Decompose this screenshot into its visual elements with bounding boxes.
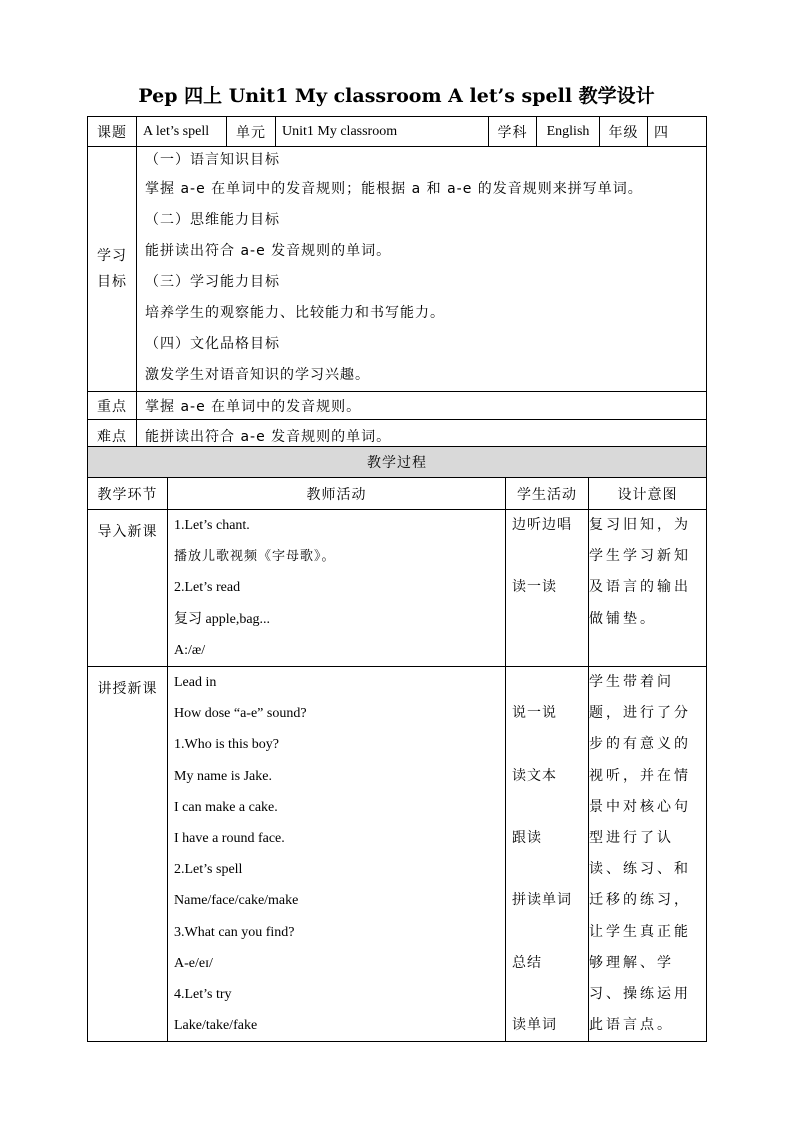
grade-label: 年级 (600, 117, 648, 147)
subject-value: English (537, 117, 600, 147)
teacher-line: Lead in (174, 675, 217, 690)
student-line: 边听边唱 (512, 517, 572, 533)
objective-heading: （一）语言知识目标 (145, 152, 280, 168)
design-intent-cell: 复习旧知，为学生学习新知及语言的输出做铺垫。 (589, 510, 707, 667)
student-line (506, 792, 588, 823)
teacher-line: I have a round face. (174, 830, 285, 846)
teacher-line: 播放儿歌视频《字母歌》。 (174, 549, 336, 565)
column-header-stage: 教学环节 (88, 478, 168, 510)
topic-value: A let’s spell (137, 117, 227, 147)
difficulty-value: 能拼读出符合 a-e 发音规则的单词。 (137, 420, 707, 452)
difficulty-label: 难点 (88, 420, 137, 452)
student-line (506, 917, 588, 948)
column-header-intent: 设计意图 (589, 478, 707, 510)
teacher-line: 复习 apple,bag... (174, 611, 271, 627)
teacher-line: Name/face/cake/make (174, 893, 299, 909)
student-line (506, 604, 588, 635)
objective-heading: （四）文化品格目标 (145, 336, 280, 352)
teacher-line: A:/æ/ (174, 642, 206, 658)
student-line: 读文本 (512, 767, 557, 784)
student-line: 说一说 (512, 705, 557, 722)
teaching-process-table (87, 446, 707, 1042)
teacher-line: 2.Let’s read (174, 580, 241, 596)
unit-value: Unit1 My classroom (276, 117, 489, 147)
student-line (506, 854, 588, 885)
topic-label: 课题 (88, 117, 137, 147)
objectives-label-line1: 学习 (97, 248, 127, 264)
objective-heading: （二）思维能力目标 (145, 212, 280, 228)
grade-value: 四 (648, 117, 707, 147)
student-line (506, 541, 588, 572)
stage-cell: 讲授新课 (88, 667, 168, 1042)
objective-heading: （三）学习能力目标 (145, 274, 280, 290)
teacher-line: How dose “a-e” sound? (174, 706, 307, 722)
objective-text: 掌握 a-e 在单词中的发音规则；能根据 a 和 a-e 的发音规则来拼写单词。 (145, 181, 643, 197)
student-line (506, 729, 588, 760)
student-line (506, 979, 588, 1010)
student-line: 读单词 (512, 1017, 557, 1034)
document-title: Pep 四上 Unit1 My classroom A let’s spell 教学设计 (138, 85, 655, 107)
table-row (88, 510, 707, 667)
objectives-label-line2: 目标 (97, 274, 127, 290)
teacher-activity-cell (168, 667, 506, 1042)
teacher-activity-cell (168, 510, 506, 667)
teacher-line: Lake/take/fake (174, 1018, 258, 1034)
teacher-line: A-e/eɪ/ (174, 955, 213, 971)
key-point-label: 重点 (88, 392, 137, 420)
teacher-line: I can make a cake. (174, 799, 278, 815)
teacher-line: 3.What can you find? (174, 924, 295, 940)
column-header-student: 学生活动 (506, 478, 589, 510)
design-intent-cell: 学生带着问题，进行了分步的有意义的视听，并在情景中对核心句型进行了认读、练习、和迁移的练习，让学生真正能够理解、学习、操练运用此语言点。 (589, 667, 707, 1042)
objective-text: 能拼读出符合 a-e 发音规则的单词。 (145, 243, 392, 259)
student-line: 读一读 (512, 579, 557, 596)
objective-text: 培养学生的观察能力、比较能力和书写能力。 (145, 305, 445, 321)
process-heading: 教学过程 (88, 447, 707, 478)
student-line: 拼读单词 (512, 892, 572, 909)
subject-label: 学科 (489, 117, 537, 147)
stage-cell: 导入新课 (88, 510, 168, 667)
student-activity-cell (506, 667, 589, 1042)
table-row (88, 667, 707, 1042)
column-header-teacher: 教师活动 (168, 478, 506, 510)
student-line (506, 667, 588, 698)
student-line (506, 635, 588, 666)
teacher-line: 1.Who is this boy? (174, 737, 279, 753)
objectives-content (137, 147, 707, 392)
student-line: 总结 (512, 954, 542, 971)
teacher-line: 2.Let’s spell (174, 862, 243, 878)
teacher-line: 4.Let’s try (174, 986, 232, 1002)
lesson-info-table (87, 116, 707, 452)
objective-text: 激发学生对语音知识的学习兴趣。 (145, 367, 370, 383)
objectives-label (88, 147, 137, 392)
teacher-line: My name is Jake. (174, 768, 272, 784)
student-line: 跟读 (512, 829, 542, 846)
student-activity-cell (506, 510, 589, 667)
unit-label: 单元 (227, 117, 276, 147)
key-point-value: 掌握 a-e 在单词中的发音规则。 (137, 392, 707, 420)
teacher-line: 1.Let’s chant. (174, 518, 250, 533)
